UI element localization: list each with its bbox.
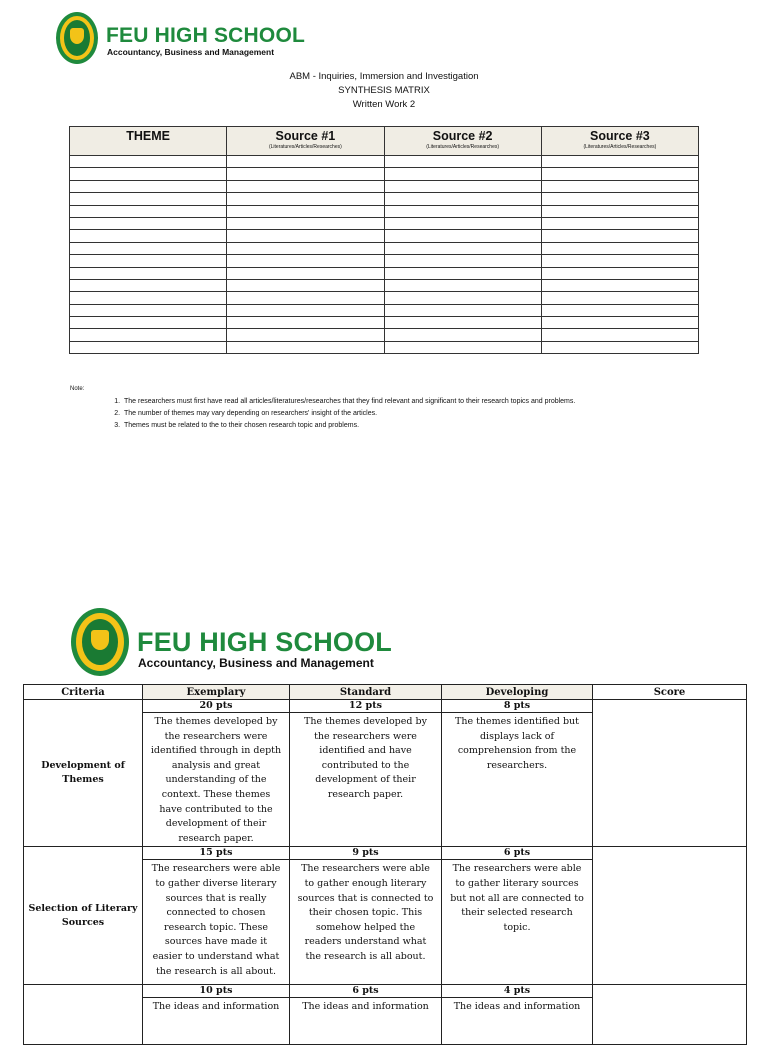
matrix-cell[interactable] bbox=[384, 317, 541, 329]
matrix-cell[interactable] bbox=[541, 341, 698, 353]
rubric-score-cell bbox=[593, 985, 747, 1045]
matrix-row bbox=[70, 341, 699, 353]
matrix-cell[interactable] bbox=[227, 205, 384, 217]
matrix-row bbox=[70, 279, 699, 291]
matrix-cell[interactable] bbox=[541, 317, 698, 329]
matrix-cell[interactable] bbox=[541, 156, 698, 168]
matrix-cell[interactable] bbox=[384, 329, 541, 341]
school-strand: Accountancy, Business and Management bbox=[107, 47, 275, 57]
matrix-cell[interactable] bbox=[384, 205, 541, 217]
matrix-cell[interactable] bbox=[70, 341, 227, 353]
matrix-row bbox=[70, 180, 699, 192]
matrix-header-source-1: Source #1 (Literatures/Articles/Researches) bbox=[227, 127, 384, 156]
rubric-level-cell bbox=[290, 847, 442, 985]
rubric-criterion: Selection of Literary Sources bbox=[24, 847, 143, 985]
rubric-score-cell bbox=[593, 700, 747, 847]
matrix-cell[interactable] bbox=[384, 217, 541, 229]
rubric-score-cell bbox=[593, 847, 747, 985]
rubric-header-standard: Standard bbox=[290, 685, 442, 700]
rubric-level-cell bbox=[143, 847, 290, 985]
matrix-cell[interactable] bbox=[70, 292, 227, 304]
rubric-row bbox=[24, 847, 747, 985]
matrix-cell[interactable] bbox=[70, 156, 227, 168]
school-logo-icon bbox=[56, 12, 98, 64]
rubric-description: The themes developed by the researchers were identified through in depth analysis and great understanding of the context. These themes have contributed to the development of their research paper. bbox=[150, 716, 282, 844]
matrix-cell[interactable] bbox=[384, 230, 541, 242]
document-title: SYNTHESIS MATRIX bbox=[338, 85, 430, 96]
matrix-row bbox=[70, 255, 699, 267]
matrix-row bbox=[70, 168, 699, 180]
matrix-cell[interactable] bbox=[227, 292, 384, 304]
rubric-header-score: Score bbox=[593, 685, 747, 700]
rubric-points: 4 pts bbox=[442, 985, 592, 998]
rubric-level-cell bbox=[290, 985, 442, 1045]
matrix-cell[interactable] bbox=[384, 180, 541, 192]
school-name: FEU HIGH SCHOOL bbox=[106, 24, 306, 47]
matrix-row bbox=[70, 242, 699, 254]
matrix-cell[interactable] bbox=[227, 317, 384, 329]
rubric-description: The researchers were able to gather literary sources but not all are connected to their selected research topic. bbox=[450, 863, 584, 933]
matrix-cell[interactable] bbox=[384, 267, 541, 279]
rubric-level-cell bbox=[143, 700, 290, 847]
note-label: Note: bbox=[70, 386, 85, 392]
rubric-level-cell bbox=[442, 985, 593, 1045]
rubric-points: 20 pts bbox=[143, 700, 289, 713]
matrix-row bbox=[70, 304, 699, 316]
rubric-level-cell bbox=[143, 985, 290, 1045]
matrix-cell[interactable] bbox=[541, 267, 698, 279]
rubric-header-row bbox=[24, 685, 747, 700]
school-name: FEU HIGH SCHOOL bbox=[137, 627, 393, 657]
matrix-cell[interactable] bbox=[70, 168, 227, 180]
matrix-cell[interactable] bbox=[227, 168, 384, 180]
matrix-row bbox=[70, 217, 699, 229]
matrix-header-row bbox=[70, 127, 699, 156]
matrix-row bbox=[70, 230, 699, 242]
matrix-cell[interactable] bbox=[227, 230, 384, 242]
rubric-description: The themes identified but displays lack of comprehension from the researchers. bbox=[455, 716, 579, 771]
note-item: 3. Themes must be related to the to their chosen research topic and problems. bbox=[122, 420, 702, 432]
matrix-cell[interactable] bbox=[541, 279, 698, 291]
rubric-row bbox=[24, 700, 747, 847]
matrix-header-source-3: Source #3 (Literatures/Articles/Researches) bbox=[541, 127, 698, 156]
matrix-cell[interactable] bbox=[70, 267, 227, 279]
matrix-cell[interactable] bbox=[227, 156, 384, 168]
matrix-cell[interactable] bbox=[384, 304, 541, 316]
matrix-cell[interactable] bbox=[70, 205, 227, 217]
notes-list bbox=[104, 396, 702, 432]
matrix-cell[interactable] bbox=[541, 255, 698, 267]
note-item: 2. The number of themes may vary depending on researchers' insight of the articles. bbox=[122, 408, 702, 420]
matrix-cell[interactable] bbox=[541, 242, 698, 254]
matrix-cell[interactable] bbox=[70, 180, 227, 192]
matrix-cell[interactable] bbox=[384, 255, 541, 267]
matrix-cell[interactable] bbox=[541, 292, 698, 304]
matrix-row bbox=[70, 317, 699, 329]
note-item: 1. The researchers must first have read all articles/literatures/researches that they find relevant and significant to their research topics and problems. bbox=[122, 396, 702, 408]
matrix-cell[interactable] bbox=[70, 217, 227, 229]
matrix-cell[interactable] bbox=[541, 304, 698, 316]
matrix-cell[interactable] bbox=[541, 217, 698, 229]
matrix-cell[interactable] bbox=[227, 267, 384, 279]
matrix-cell[interactable] bbox=[70, 255, 227, 267]
matrix-cell[interactable] bbox=[70, 279, 227, 291]
rubric-header-criteria: Criteria bbox=[24, 685, 143, 700]
rubric-criterion: Development of Themes bbox=[24, 700, 143, 847]
matrix-cell[interactable] bbox=[70, 230, 227, 242]
matrix-cell[interactable] bbox=[384, 341, 541, 353]
matrix-cell[interactable] bbox=[384, 168, 541, 180]
matrix-cell[interactable] bbox=[384, 242, 541, 254]
matrix-cell[interactable] bbox=[227, 279, 384, 291]
rubric-description: The ideas and information bbox=[302, 1001, 429, 1013]
matrix-cell[interactable] bbox=[384, 156, 541, 168]
rubric-description: The ideas and information bbox=[152, 1001, 280, 1013]
matrix-row bbox=[70, 267, 699, 279]
matrix-cell[interactable] bbox=[227, 341, 384, 353]
document-subtitle: Written Work 2 bbox=[352, 99, 416, 110]
matrix-cell[interactable] bbox=[384, 193, 541, 205]
rubric-points: 15 pts bbox=[143, 847, 289, 860]
rubric-points: 6 pts bbox=[290, 985, 441, 998]
rubric-criterion bbox=[24, 985, 143, 1045]
rubric-header-exemplary: Exemplary bbox=[143, 685, 290, 700]
matrix-row bbox=[70, 292, 699, 304]
matrix-row bbox=[70, 193, 699, 205]
matrix-cell[interactable] bbox=[70, 317, 227, 329]
matrix-header-theme: THEME bbox=[70, 127, 227, 156]
rubric-points: 10 pts bbox=[143, 985, 289, 998]
matrix-header-source-2: Source #2 (Literatures/Articles/Researches) bbox=[384, 127, 541, 156]
matrix-cell[interactable] bbox=[70, 242, 227, 254]
matrix-cell[interactable] bbox=[227, 255, 384, 267]
matrix-cell[interactable] bbox=[541, 168, 698, 180]
matrix-cell[interactable] bbox=[384, 279, 541, 291]
synthesis-matrix-table bbox=[69, 126, 699, 354]
rubric-level-cell bbox=[290, 700, 442, 847]
matrix-cell[interactable] bbox=[70, 329, 227, 341]
course-title: ABM - Inquiries, Immersion and Investigation bbox=[289, 71, 479, 82]
matrix-cell[interactable] bbox=[70, 193, 227, 205]
matrix-cell[interactable] bbox=[227, 242, 384, 254]
rubric-points: 9 pts bbox=[290, 847, 441, 860]
matrix-cell[interactable] bbox=[227, 217, 384, 229]
matrix-row bbox=[70, 156, 699, 168]
rubric-points: 12 pts bbox=[290, 700, 441, 713]
rubric-points: 8 pts bbox=[442, 700, 592, 713]
rubric-points: 6 pts bbox=[442, 847, 592, 860]
matrix-cell[interactable] bbox=[541, 205, 698, 217]
matrix-cell[interactable] bbox=[384, 292, 541, 304]
matrix-cell[interactable] bbox=[541, 180, 698, 192]
rubric-header-developing: Developing bbox=[442, 685, 593, 700]
matrix-cell[interactable] bbox=[541, 193, 698, 205]
rubric-level-cell bbox=[442, 847, 593, 985]
rubric-description: The researchers were able to gather diverse literary sources that is really connected to chosen research topic. These sources have made it easier to understand what the research is all about. bbox=[151, 863, 281, 977]
rubric-row bbox=[24, 985, 747, 1045]
school-strand: Accountancy, Business and Management bbox=[138, 656, 374, 670]
matrix-cell[interactable] bbox=[227, 193, 384, 205]
rubric-description: The ideas and information bbox=[453, 1001, 581, 1013]
matrix-row bbox=[70, 329, 699, 341]
matrix-cell[interactable] bbox=[227, 304, 384, 316]
matrix-cell[interactable] bbox=[70, 304, 227, 316]
matrix-row bbox=[70, 205, 699, 217]
matrix-cell[interactable] bbox=[227, 180, 384, 192]
rubric-level-cell bbox=[442, 700, 593, 847]
matrix-cell[interactable] bbox=[227, 329, 384, 341]
rubric-description: The themes developed by the researchers were identified and have contributed to the development of their research paper. bbox=[304, 716, 427, 800]
matrix-cell[interactable] bbox=[541, 230, 698, 242]
school-logo-icon bbox=[71, 608, 129, 676]
rubric-table bbox=[23, 684, 747, 1045]
rubric-description: The researchers were able to gather enough literary sources that is connected to their chosen topic. This somehow helped the readers understand what the research is all about. bbox=[297, 863, 434, 962]
matrix-cell[interactable] bbox=[541, 329, 698, 341]
